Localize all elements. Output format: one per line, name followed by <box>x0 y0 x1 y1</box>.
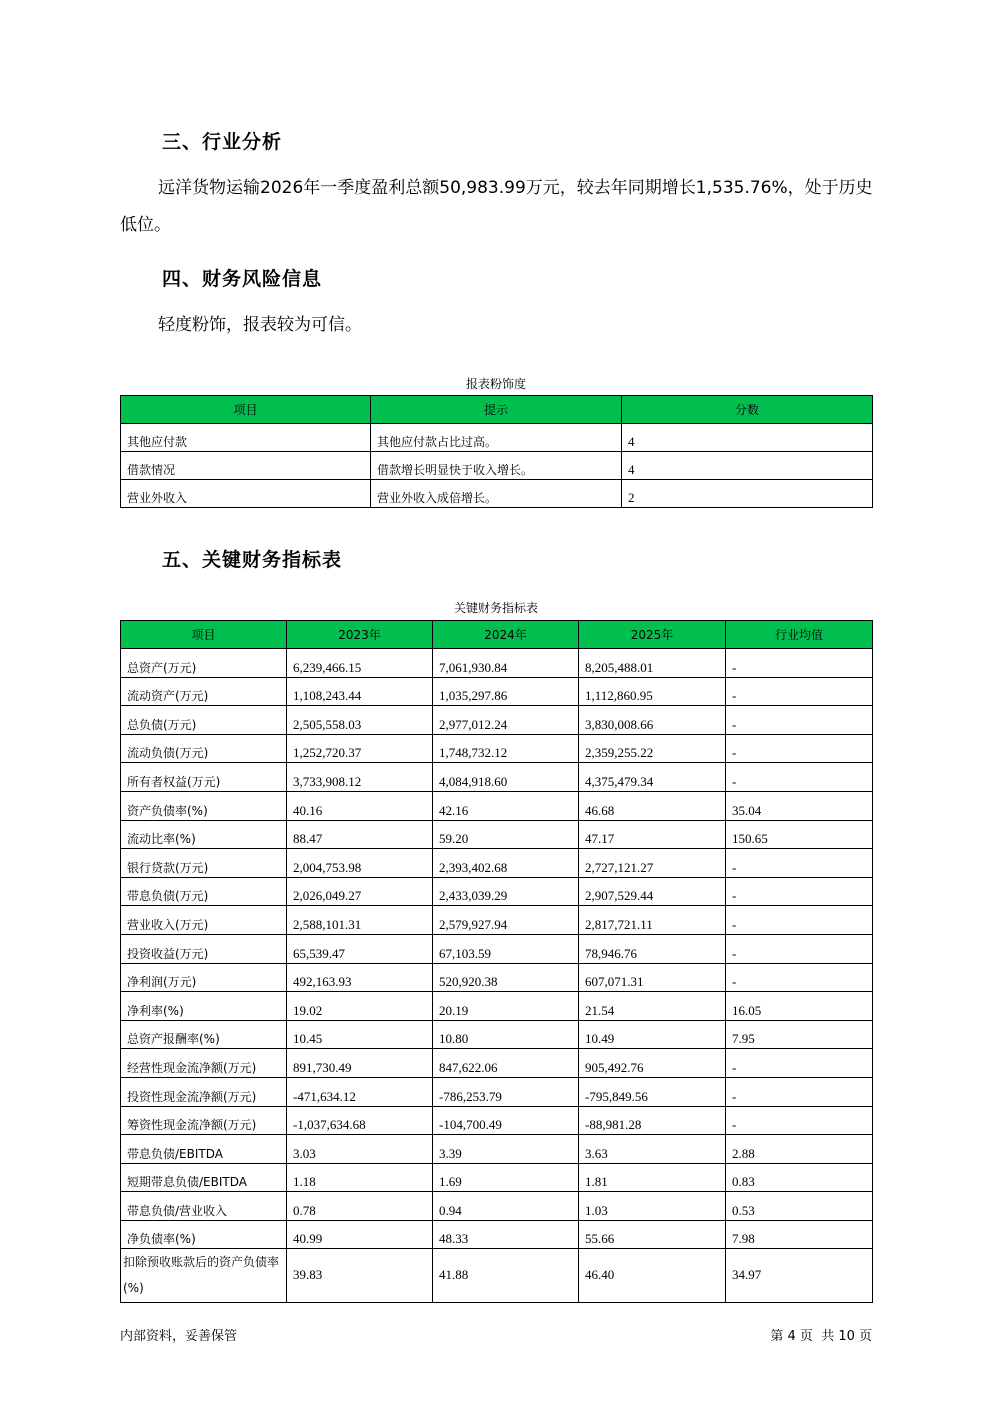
table-row <box>121 820 873 849</box>
value-cell: 10.80 <box>433 1020 579 1049</box>
value-cell: 2 <box>622 480 873 508</box>
value-cell: 2,907,529.44 <box>579 877 726 906</box>
section-3-text: 远洋货物运输2026年一季度盈利总额50,983.99万元，较去年同期增长1,535.76%，处于历史低位。 <box>120 178 873 235</box>
row-label-cell: 营业收入(万元) <box>121 906 287 935</box>
table-row <box>121 1135 873 1164</box>
table-row <box>121 677 873 706</box>
section-4-text: 轻度粉饰，报表较为可信。 <box>158 315 362 335</box>
header-cell: 项目 <box>121 621 287 649</box>
table-1-caption: 报表粉饰度 <box>465 377 526 391</box>
value-cell: 42.16 <box>433 791 579 820</box>
row-label-cell: 经营性现金流净额(万元) <box>121 1049 287 1078</box>
value-cell: 0.83 <box>726 1163 873 1192</box>
value-cell: 2,505,558.03 <box>287 706 433 735</box>
table-row <box>121 763 873 792</box>
value-cell: 891,730.49 <box>287 1049 433 1078</box>
value-cell: 2,359,255.22 <box>579 734 726 763</box>
value-cell: 10.49 <box>579 1020 726 1049</box>
value-cell: 2,433,039.29 <box>433 877 579 906</box>
value-cell: 7,061,930.84 <box>433 649 579 678</box>
value-cell: 1,035,297.86 <box>433 677 579 706</box>
value-cell: 39.83 <box>287 1249 433 1303</box>
value-cell: - <box>726 1077 873 1106</box>
value-cell: 0.94 <box>433 1192 579 1221</box>
value-cell: 0.78 <box>287 1192 433 1221</box>
row-label-cell: 投资收益(万元) <box>121 934 287 963</box>
header-cell: 项目 <box>121 396 371 424</box>
value-cell: 7.98 <box>726 1220 873 1249</box>
value-cell: - <box>726 677 873 706</box>
row-label-cell: 净负债率(%) <box>121 1220 287 1249</box>
value-cell: 2,026,049.27 <box>287 877 433 906</box>
value-cell: 65,539.47 <box>287 934 433 963</box>
value-cell: - <box>726 906 873 935</box>
value-cell: -795,849.56 <box>579 1077 726 1106</box>
table-row <box>121 424 873 452</box>
row-label-cell: 带息负债/营业收入 <box>121 1192 287 1221</box>
table-row <box>121 734 873 763</box>
value-cell: 1,748,732.12 <box>433 734 579 763</box>
value-cell: 营业外收入成倍增长。 <box>371 480 622 508</box>
value-cell: 1,252,720.37 <box>287 734 433 763</box>
value-cell: -88,981.28 <box>579 1106 726 1135</box>
row-label-cell: 带息负债(万元) <box>121 877 287 906</box>
value-cell: 2,977,012.24 <box>433 706 579 735</box>
value-cell: 8,205,488.01 <box>579 649 726 678</box>
table-row <box>121 1220 873 1249</box>
value-cell: - <box>726 763 873 792</box>
table-row <box>121 992 873 1021</box>
value-cell: - <box>726 877 873 906</box>
row-label-cell: 总资产(万元) <box>121 649 287 678</box>
row-label-cell: 带息负债/EBITDA <box>121 1135 287 1164</box>
section-5-heading: 五、关键财务指标表 <box>162 549 343 571</box>
table-row <box>121 649 873 678</box>
value-cell: 3,830,008.66 <box>579 706 726 735</box>
value-cell: -471,634.12 <box>287 1077 433 1106</box>
value-cell: 47.17 <box>579 820 726 849</box>
value-cell: 4 <box>622 424 873 452</box>
table-row <box>121 906 873 935</box>
row-label-cell: 流动资产(万元) <box>121 677 287 706</box>
table-row <box>121 1249 873 1303</box>
row-label-cell: 净利润(万元) <box>121 963 287 992</box>
value-cell: 1.81 <box>579 1163 726 1192</box>
value-cell: 1.03 <box>579 1192 726 1221</box>
value-cell: 4,375,479.34 <box>579 763 726 792</box>
header-cell: 2024年 <box>433 621 579 649</box>
value-cell: 0.53 <box>726 1192 873 1221</box>
value-cell: - <box>726 963 873 992</box>
table-row <box>121 934 873 963</box>
table-row <box>121 706 873 735</box>
table-row <box>121 1077 873 1106</box>
row-label-cell: 流动负债(万元) <box>121 734 287 763</box>
table-row <box>121 1163 873 1192</box>
table-row <box>121 1049 873 1078</box>
table-row <box>121 480 873 508</box>
row-label-cell: 营业外收入 <box>121 480 371 508</box>
row-label-cell: 其他应付款 <box>121 424 371 452</box>
table-row <box>121 1106 873 1135</box>
value-cell: - <box>726 849 873 878</box>
table-row <box>121 791 873 820</box>
section-4-heading: 四、财务风险信息 <box>162 268 323 290</box>
header-cell: 分数 <box>622 396 873 424</box>
row-label-cell: 所有者权益(万元) <box>121 763 287 792</box>
value-cell: 35.04 <box>726 791 873 820</box>
risk-table-header <box>121 396 873 424</box>
value-cell: 6,239,466.15 <box>287 649 433 678</box>
value-cell: 40.99 <box>287 1220 433 1249</box>
value-cell: 2,588,101.31 <box>287 906 433 935</box>
value-cell: 7.95 <box>726 1020 873 1049</box>
value-cell: 10.45 <box>287 1020 433 1049</box>
value-cell: - <box>726 649 873 678</box>
value-cell: 34.97 <box>726 1249 873 1303</box>
table-row <box>121 452 873 480</box>
value-cell: 2,579,927.94 <box>433 906 579 935</box>
value-cell: 492,163.93 <box>287 963 433 992</box>
value-cell: 1,112,860.95 <box>579 677 726 706</box>
row-label-cell: 资产负债率(%) <box>121 791 287 820</box>
header-cell: 2023年 <box>287 621 433 649</box>
value-cell: 2,727,121.27 <box>579 849 726 878</box>
value-cell: 4 <box>622 452 873 480</box>
indicator-table <box>120 620 873 1303</box>
value-cell: 67,103.59 <box>433 934 579 963</box>
value-cell: 2,004,753.98 <box>287 849 433 878</box>
footer-note: 内部资料，妥善保管 <box>120 1329 238 1344</box>
page-number: 第 4 页 共 10 页 <box>770 1329 872 1344</box>
value-cell: 借款增长明显快于收入增长。 <box>371 452 622 480</box>
table-row <box>121 1020 873 1049</box>
value-cell: 847,622.06 <box>433 1049 579 1078</box>
value-cell: 4,084,918.60 <box>433 763 579 792</box>
value-cell: 3,733,908.12 <box>287 763 433 792</box>
section-3-heading: 三、行业分析 <box>162 131 283 153</box>
value-cell: 520,920.38 <box>433 963 579 992</box>
row-label-cell: 投资性现金流净额(万元) <box>121 1077 287 1106</box>
value-cell: 3.39 <box>433 1135 579 1164</box>
indicator-table-header <box>121 621 873 649</box>
value-cell: 1,108,243.44 <box>287 677 433 706</box>
value-cell: -786,253.79 <box>433 1077 579 1106</box>
value-cell: 21.54 <box>579 992 726 1021</box>
header-cell: 行业均值 <box>726 621 873 649</box>
value-cell: 78,946.76 <box>579 934 726 963</box>
value-cell: 46.68 <box>579 791 726 820</box>
row-label-cell: 流动比率(%) <box>121 820 287 849</box>
value-cell: 41.88 <box>433 1249 579 1303</box>
table-2-caption: 关键财务指标表 <box>453 601 538 615</box>
header-cell: 2025年 <box>579 621 726 649</box>
value-cell: -104,700.49 <box>433 1106 579 1135</box>
value-cell: - <box>726 1049 873 1078</box>
risk-table <box>120 395 873 508</box>
value-cell: 59.20 <box>433 820 579 849</box>
row-label-cell: 总负债(万元) <box>121 706 287 735</box>
value-cell: 1.69 <box>433 1163 579 1192</box>
table-row <box>121 1192 873 1221</box>
row-label-cell: 银行贷款(万元) <box>121 849 287 878</box>
value-cell: 150.65 <box>726 820 873 849</box>
value-cell: 607,071.31 <box>579 963 726 992</box>
row-label-cell: 净利率(%) <box>121 992 287 1021</box>
value-cell: 2,817,721.11 <box>579 906 726 935</box>
value-cell: - <box>726 934 873 963</box>
value-cell: 55.66 <box>579 1220 726 1249</box>
table-row <box>121 849 873 878</box>
header-cell: 提示 <box>371 396 622 424</box>
row-label-cell: 扣除预收账款后的资产负债率(%) <box>121 1249 287 1303</box>
table-row <box>121 877 873 906</box>
row-label-cell: 总资产报酬率(%) <box>121 1020 287 1049</box>
value-cell: 19.02 <box>287 992 433 1021</box>
value-cell: -1,037,634.68 <box>287 1106 433 1135</box>
value-cell: - <box>726 706 873 735</box>
value-cell: 40.16 <box>287 791 433 820</box>
row-label-cell: 短期带息负债/EBITDA <box>121 1163 287 1192</box>
value-cell: 48.33 <box>433 1220 579 1249</box>
value-cell: - <box>726 1106 873 1135</box>
value-cell: 2.88 <box>726 1135 873 1164</box>
value-cell: 905,492.76 <box>579 1049 726 1078</box>
row-label-cell: 筹资性现金流净额(万元) <box>121 1106 287 1135</box>
value-cell: 3.03 <box>287 1135 433 1164</box>
value-cell: 20.19 <box>433 992 579 1021</box>
value-cell: 88.47 <box>287 820 433 849</box>
value-cell: 2,393,402.68 <box>433 849 579 878</box>
value-cell: - <box>726 734 873 763</box>
value-cell: 其他应付款占比过高。 <box>371 424 622 452</box>
table-row <box>121 963 873 992</box>
value-cell: 3.63 <box>579 1135 726 1164</box>
row-label-cell: 借款情况 <box>121 452 371 480</box>
value-cell: 1.18 <box>287 1163 433 1192</box>
value-cell: 46.40 <box>579 1249 726 1303</box>
value-cell: 16.05 <box>726 992 873 1021</box>
